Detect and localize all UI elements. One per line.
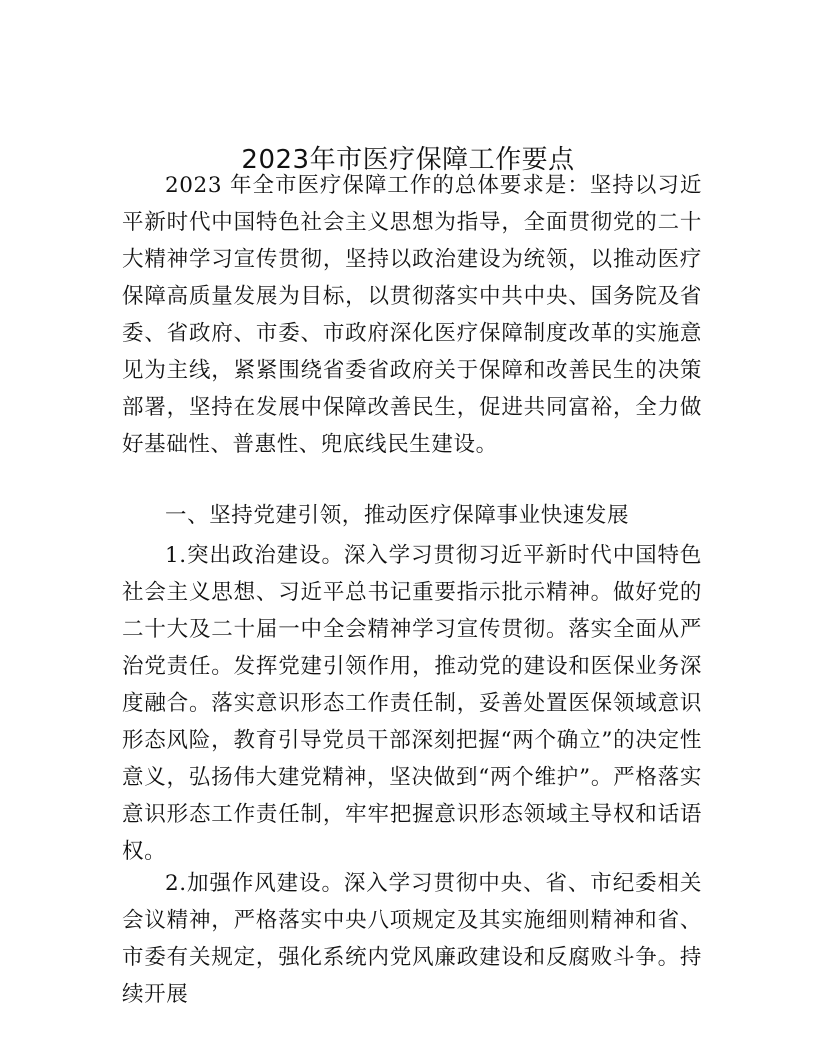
section-heading: 一、坚持党建引领，推动医疗保障事业快速发展 — [165, 503, 630, 528]
item-paragraph-2: 2.加强作风建设。深入学习贯彻中央、省、市纪委相关会议精神，严格落实中央八项规定及其实施细则精神和省、市委有关规定，强化系统内党风廉政建设和反腐败斗争。持续开展 — [122, 871, 702, 1007]
item-paragraph-1: 1.突出政治建设。深入学习贯彻习近平新时代中国特色社会主义思想、习近平总书记重要指示批示精神。做好党的二十大及二十届一中全会精神学习宣传贯彻。落实全面从严治党责任。发挥党建引领作用，推动党的建设和医保业务深度融合。落实意识形态工作责任制，妥善处置医保领域意识形态风险，教育引导党员干部深刻把握“两个确立”的决定性意义，弘扬伟大建党精神，坚决做到“两个维护”。严格落实意识形态工作责任制，牢牢把握意识形态领域主导权和话语权。 — [122, 543, 702, 864]
intro-paragraph: 2023 年全市医疗保障工作的总体要求是：坚持以习近平新时代中国特色社会主义思想为指导，全面贯彻党的二十大精神学习宣传贯彻，坚持以政治建设为统领，以推动医疗保障高质量发展为目标，以贯彻落实中共中央、国务院及省委、省政府、市委、市政府深化医疗保障制度改革的实施意见为主线，紧紧围绕省委省政府关于保障和改善民生的决策部署，坚持在发展中保障改善民生，促进共同富裕，全力做好基础性、普惠性、兜底线民生建设。 — [122, 173, 702, 457]
document-title: 2023年市医疗保障工作要点 — [241, 145, 575, 175]
